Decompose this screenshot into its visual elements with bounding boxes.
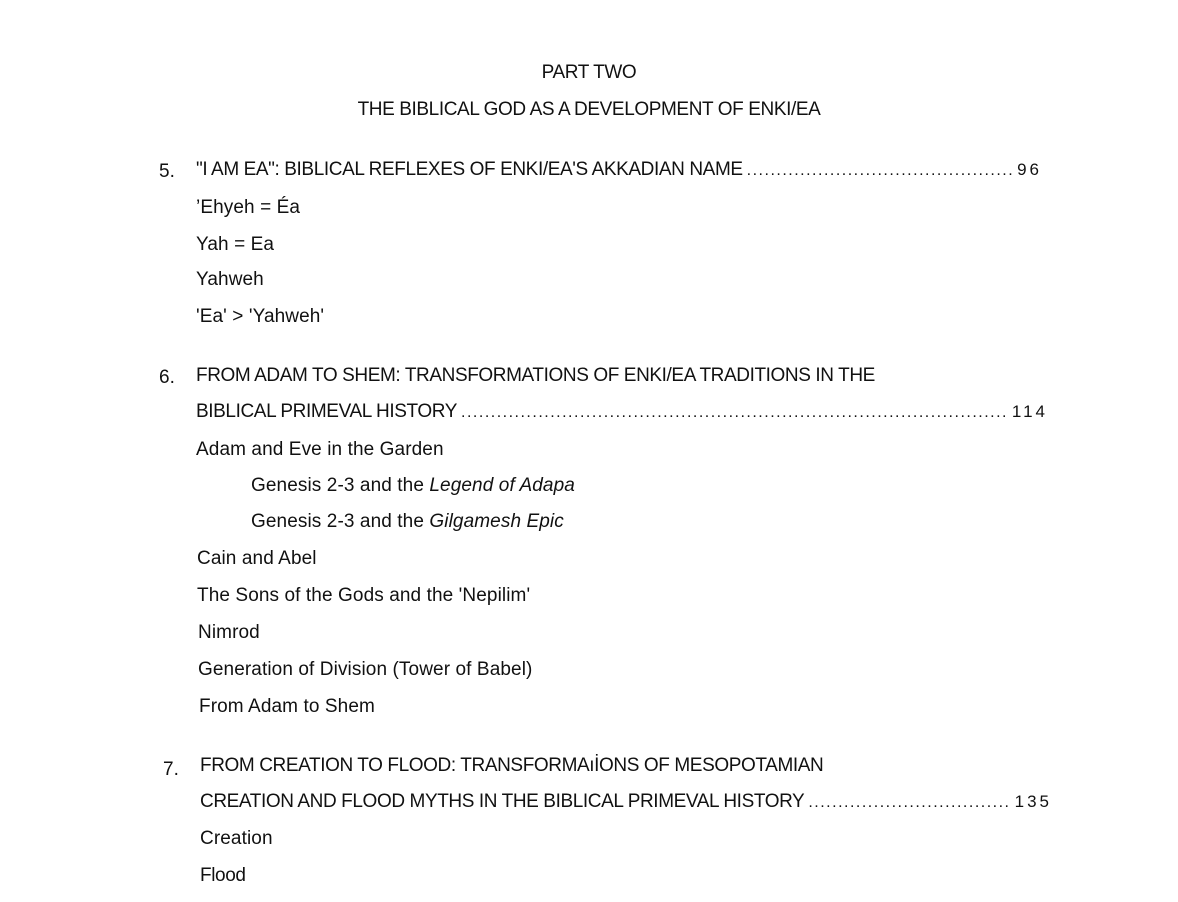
chapter-title-line-1: FROM ADAM TO SHEM: TRANSFORMATIONS OF ENKI/EA TRADITIONS IN THE	[196, 365, 875, 386]
part-title: THE BIBLICAL GOD AS A DEVELOPMENT OF ENKI/EA	[357, 99, 821, 120]
subsection-title-italic: Gilgamesh Epic	[429, 511, 564, 532]
section-item: ’Ehyeh = Éa	[196, 197, 301, 218]
subsection-prefix: Genesis 2-3 and the	[251, 475, 430, 496]
page-number: 96	[1017, 160, 1042, 179]
chapter-title-row	[200, 790, 1052, 815]
section-item: Generation of Division (Tower of Babel)	[198, 659, 533, 680]
section-item: Adam and Eve in the Garden	[196, 439, 444, 460]
dot-leader	[461, 401, 1008, 425]
subsection-item	[251, 510, 564, 534]
dot-leader	[747, 159, 1013, 183]
chapter-title-row	[196, 158, 1042, 183]
chapter-title-line-2: BIBLICAL PRIMEVAL HISTORY	[196, 401, 458, 422]
section-item: 'Ea' > 'Yahweh'	[196, 306, 325, 327]
section-item: From Adam to Shem	[199, 696, 375, 717]
section-item: Nimrod	[198, 622, 260, 643]
chapter-title-line-1: FROM CREATION TO FLOOD: TRANSFORMAıİONS OF MESOPOTAMIAN	[200, 755, 824, 776]
section-item: Yah = Ea	[196, 234, 275, 255]
page-number: 114	[1011, 402, 1048, 421]
chapter-number: 6.	[159, 367, 175, 388]
section-item: Yahweh	[196, 269, 264, 290]
page-number: 135	[1014, 792, 1052, 811]
chapter-title-row	[196, 400, 1048, 425]
section-item: Flood	[200, 865, 246, 886]
subsection-prefix: Genesis 2-3 and the	[251, 511, 430, 532]
section-item: Cain and Abel	[197, 548, 317, 569]
chapter-title: "I AM EA": BIBLICAL REFLEXES OF ENKI/EA'S AKKADIAN NAME	[196, 159, 743, 180]
subsection-item	[251, 474, 575, 498]
chapter-number: 5.	[159, 161, 175, 182]
chapter-number: 7.	[163, 759, 179, 780]
part-label: PART TWO	[541, 62, 637, 83]
subsection-title-italic: Legend of Adapa	[429, 475, 575, 496]
section-item: The Sons of the Gods and the 'Nepilim'	[197, 585, 531, 606]
chapter-title-line-2: CREATION AND FLOOD MYTHS IN THE BIBLICAL PRIMEVAL HISTORY	[200, 791, 805, 812]
dot-leader	[808, 791, 1010, 815]
section-item: Creation	[200, 828, 273, 849]
